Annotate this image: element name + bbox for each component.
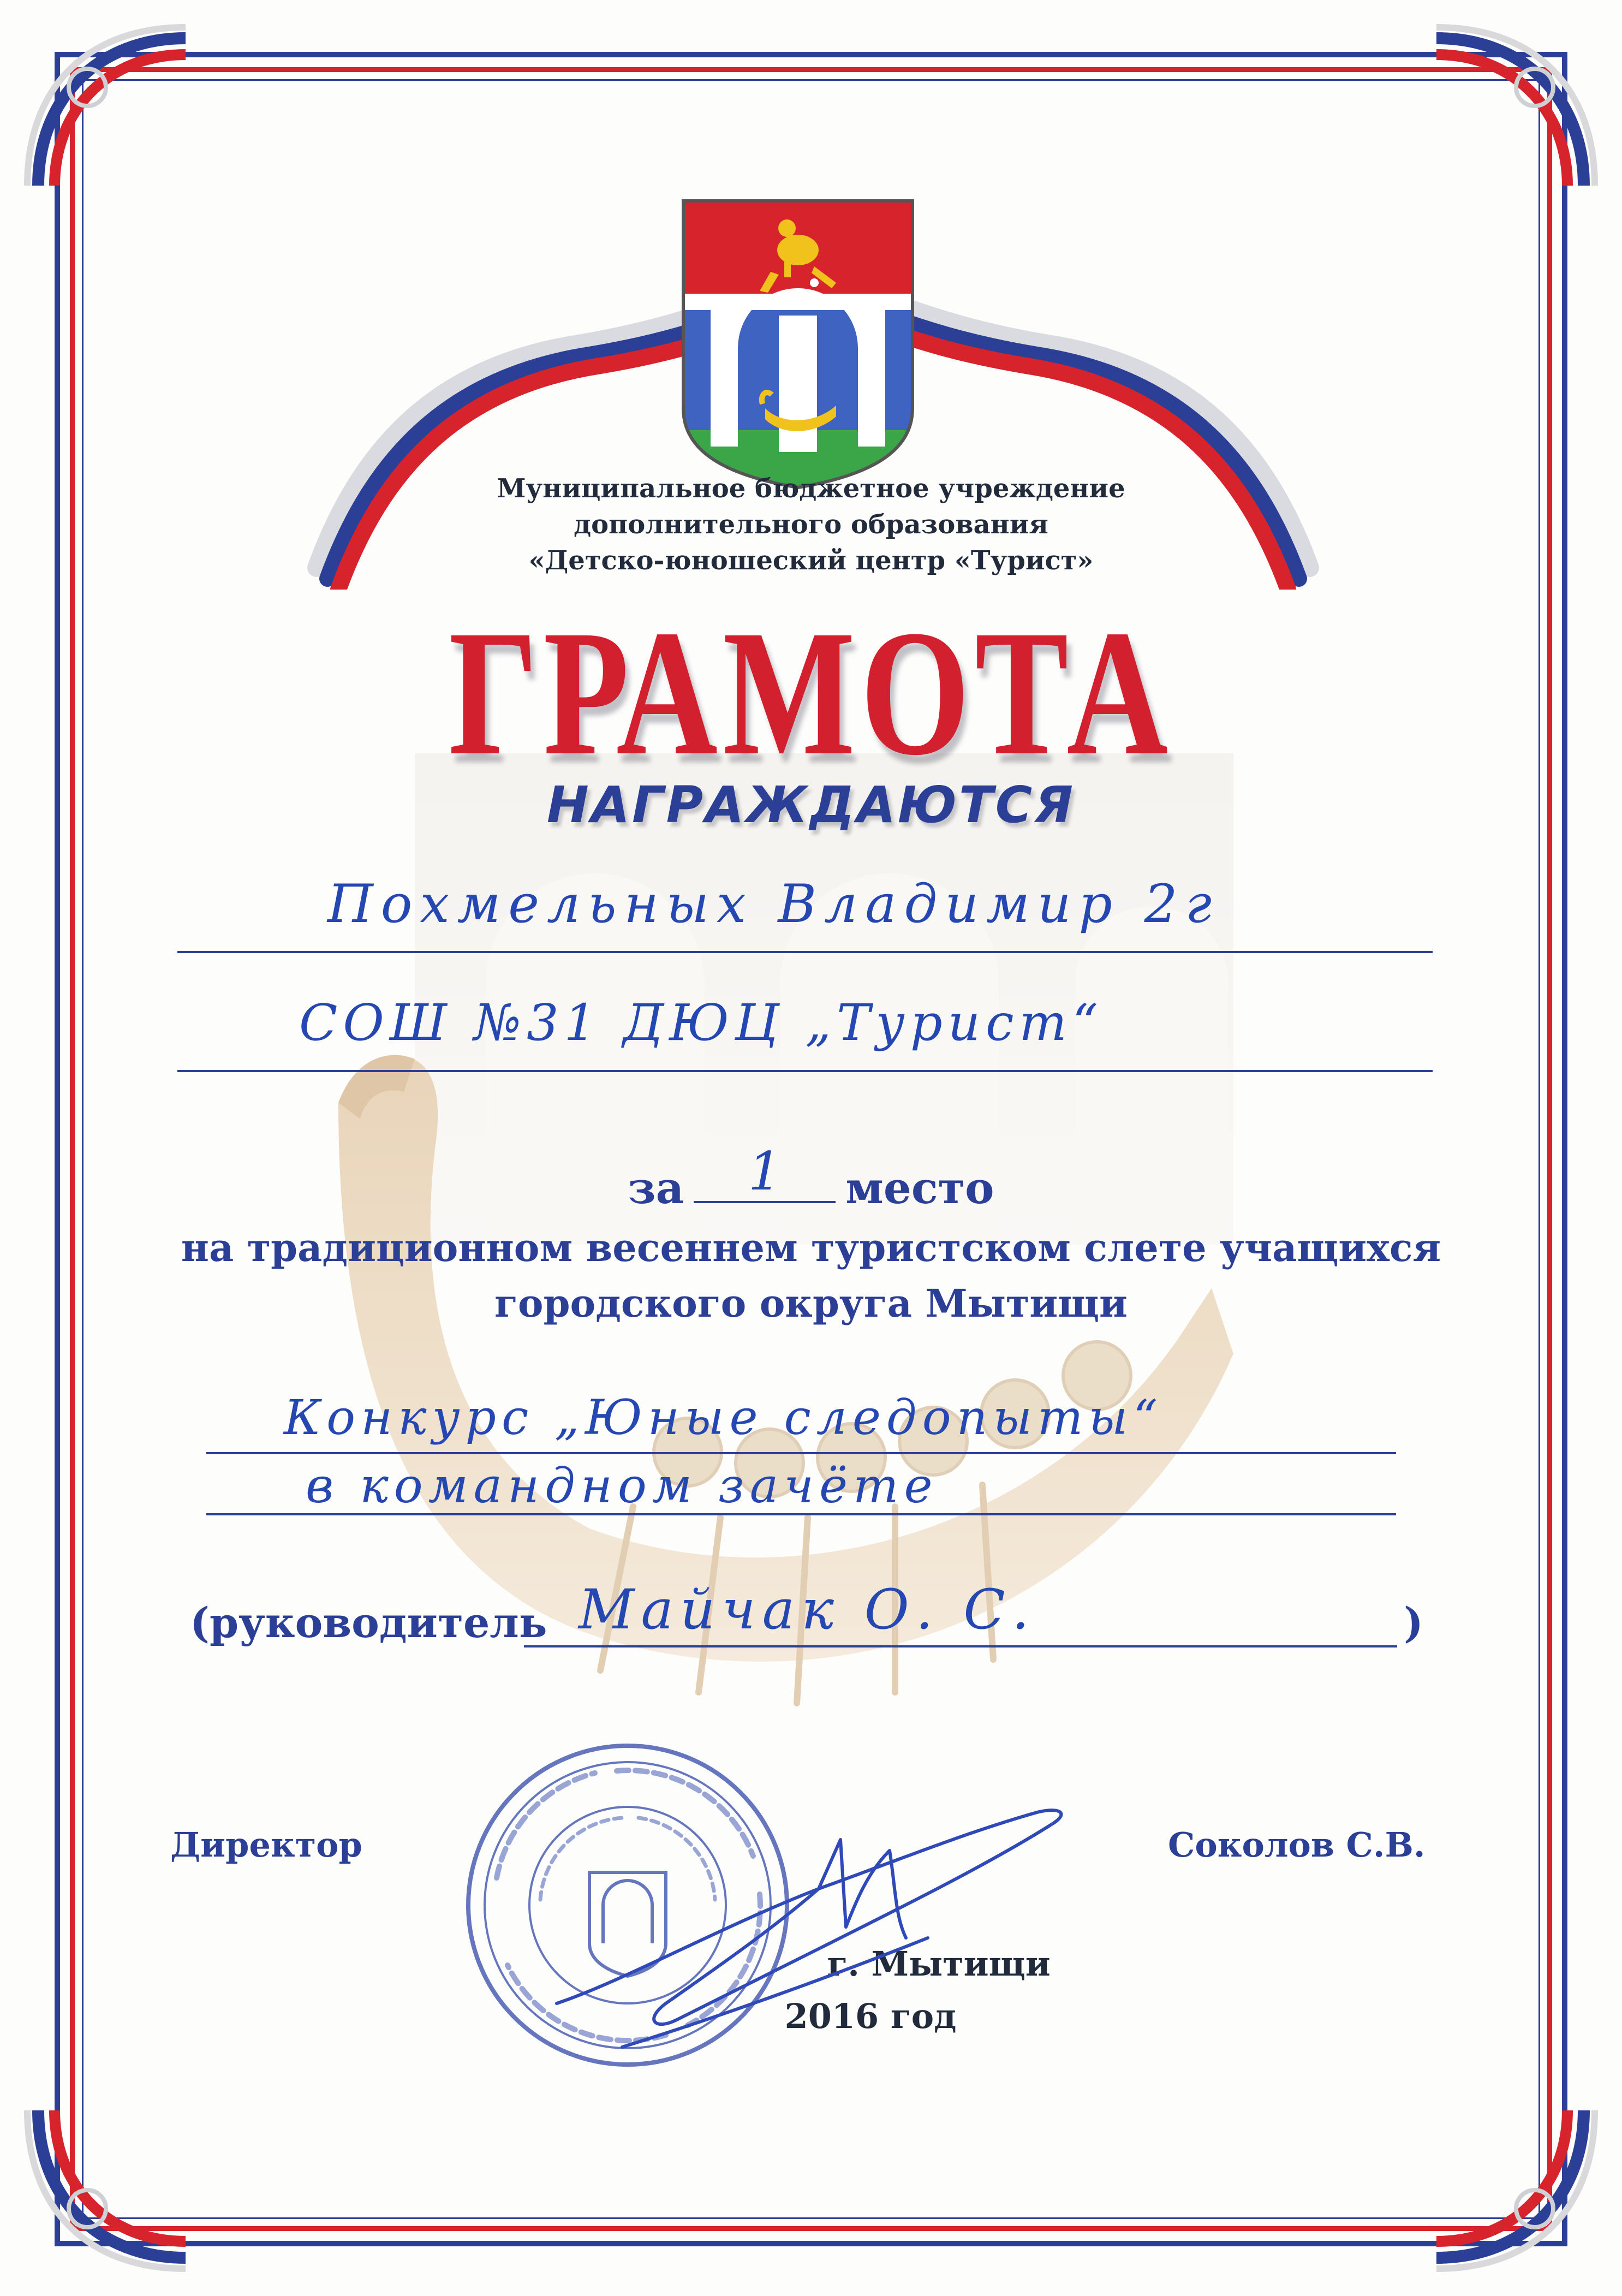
place-prefix: за: [628, 1162, 684, 1214]
place-blank: [694, 1141, 836, 1203]
recipient-organization-line: [177, 1070, 1433, 1072]
recipient-name: Похмельных Владимир 2г: [327, 873, 1220, 935]
organization-line-1: Муниципальное бюджетное учреждение: [497, 473, 1125, 504]
organization-header: [0, 471, 1622, 579]
event-description: [0, 1220, 1622, 1331]
director-label: Директор: [170, 1825, 362, 1865]
place-suffix: место: [845, 1162, 994, 1214]
footer-city: г. Мытищи: [827, 1944, 1051, 1984]
contest-line-2-rule: [206, 1513, 1396, 1515]
corner-ornament-bottom-left: [22, 2094, 202, 2274]
certificate-title: ГРАМОТА: [449, 593, 1173, 793]
contest-line-2: в командном зачёте: [306, 1458, 938, 1514]
leader-name-line: [524, 1645, 1397, 1647]
leader-label: (руководитель: [190, 1598, 547, 1647]
event-line-2: городского округа Мытищи: [494, 1281, 1128, 1326]
leader-name: Майчак О. С.: [579, 1578, 1036, 1641]
corner-ornament-bottom-right: [1420, 2094, 1600, 2274]
footer-year: 2016 год: [784, 1996, 957, 2036]
recipient-organization: СОШ №31 ДЮЦ „Турист“: [299, 994, 1104, 1052]
corner-ornament-top-right: [1420, 22, 1600, 202]
event-line-1: на традиционном весеннем туристском слете учащихся: [181, 1225, 1441, 1270]
corner-ornament-top-left: [22, 22, 202, 202]
leader-close-paren: ): [1404, 1598, 1423, 1647]
place-value: 1: [748, 1141, 782, 1202]
awarded-label: НАГРАЖДАЮТСЯ: [546, 776, 1076, 834]
organization-line-2: дополнительного образования: [574, 509, 1048, 540]
recipient-name-line: [177, 951, 1433, 953]
place-row: [0, 1141, 1622, 1218]
coat-of-arms-emblem: [672, 190, 923, 496]
contest-line-1: Конкурс „Юные следопыты“: [284, 1389, 1164, 1446]
director-signature: [513, 1763, 1113, 2069]
director-name: Соколов С.В.: [1168, 1825, 1426, 1865]
organization-line-3: «Детско-юношеский центр «Турист»: [528, 545, 1094, 576]
contest-line-1-rule: [206, 1452, 1396, 1454]
